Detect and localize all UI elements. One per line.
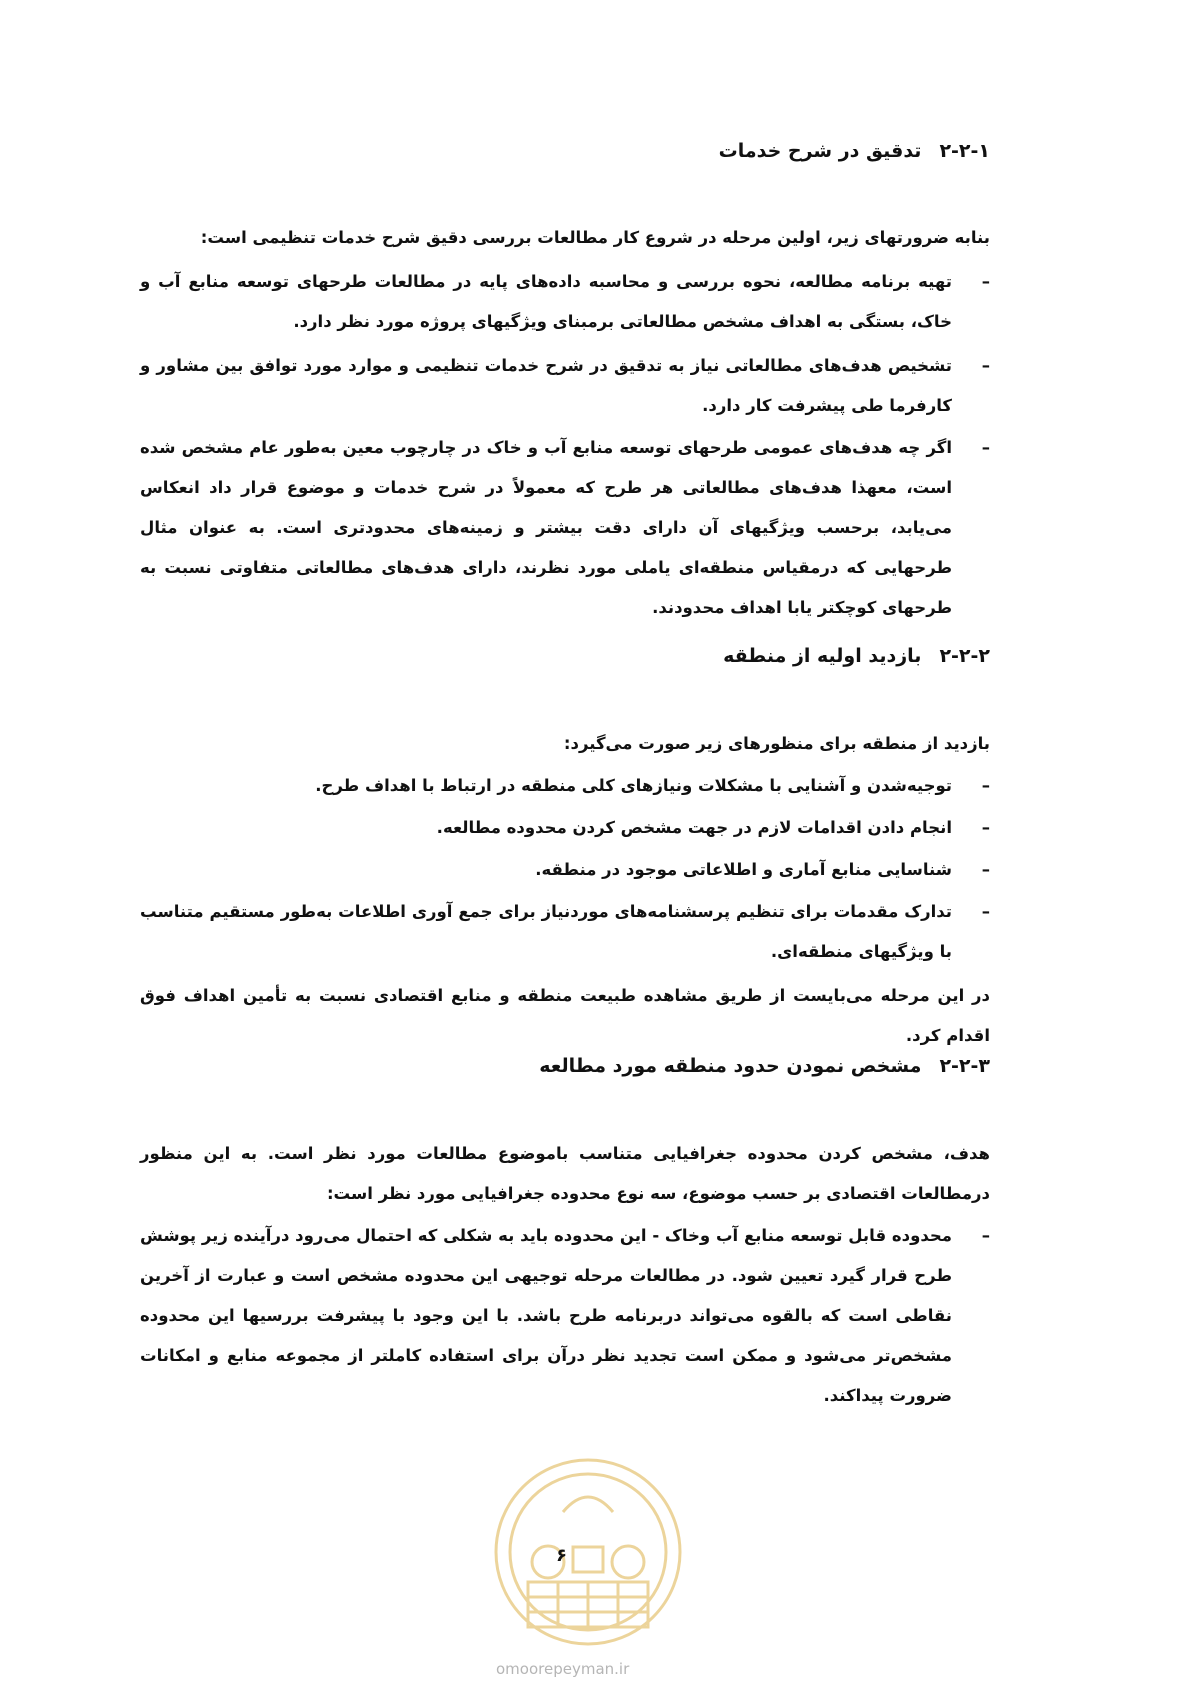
bullet-text: تشخیص هدف‌های مطالعاتی نیاز به تدقیق در شرح خدمات تنظیمی و موارد مورد توافق بین مشاور و کارفرما طی پیشرفت کار دارد. [140, 356, 952, 415]
bullet-marker: – [981, 860, 990, 879]
bullet-text: توجیه‌شدن و آشنایی با مشکلات ونیازهای کلی منطقه در ارتباط با اهداف طرح. [315, 776, 952, 795]
paragraph: بازدید از منطقه برای منظورهای زیر صورت می‌گیرد: [563, 734, 990, 753]
paragraph: در این مرحله می‌بایست از طریق مشاهده طبیعت منطقه و منابع اقتصادی نسبت به تأمین اهداف فوق اقدام کرد. [140, 986, 990, 1045]
bullet-item [140, 808, 990, 848]
page-number: ۶ [556, 1545, 567, 1566]
bullet-text: تهیه برنامه مطالعه، نحوه بررسی و محاسبه داده‌های پایه در مطالعات طرحهای توسعه منابع آب و خاک، بستگی به اهداف مشخص مطالعاتی برمبنای ویژگیهای پروژه مورد نظر دارد. [140, 272, 952, 331]
bullet-item [140, 1216, 990, 1416]
bullet-item [140, 346, 990, 426]
bullet-text: تدارک مقدمات برای تنظیم پرسشنامه‌های موردنیاز برای جمع آوری اطلاعات به‌طور مستقیم متناسب با ویژگیهای منطقه‌ای. [140, 902, 952, 961]
section-number: ۲-۲-۱ [939, 140, 990, 162]
bullet-marker: – [981, 902, 990, 921]
bullet-item [140, 892, 990, 972]
bullet-marker: – [981, 356, 990, 375]
bullet-item [140, 428, 990, 628]
section-title: مشخص نمودن حدود منطقه مورد مطالعه [539, 1055, 922, 1077]
bullet-text: اگر چه هدف‌های عمومی طرحهای توسعه منابع آب و خاک در چارچوب معین به‌طور عام مشخص شده است، معهذا هدف‌های مطالعاتی هر طرح که معمولاً در شرح خدمات و موضوع قرار داد انعکاس می‌یابد، برحسب ویژگیهای آن دارای دقت بیشتر و زمینه‌های محدودتری است. به عنوان مثال طرحهایی که درمقیاس منطقه‌ای یاملی مورد نظرند، دارای هدف‌های مطالعاتی متفاوتی نسبت به طرحهای کوچکتر یابا اهداف محدودند. [140, 438, 952, 617]
bullet-marker: – [981, 776, 990, 795]
bullet-item [140, 766, 990, 806]
section-title: بازدید اولیه از منطقه [723, 645, 922, 667]
bullet-text: انجام دادن اقدامات لازم در جهت مشخص کردن محدوده مطالعه. [436, 818, 952, 837]
section-heading [719, 140, 990, 162]
bullet-marker: – [981, 818, 990, 837]
bullet-item [140, 262, 990, 342]
section-heading [723, 645, 990, 667]
footer-website: omoorepeyman.ir [496, 1660, 630, 1678]
bullet-text: شناسایی منابع آماری و اطلاعاتی موجود در منطقه. [535, 860, 952, 879]
paragraph: هدف، مشخص کردن محدوده جغرافیایی متناسب باموضوع مطالعات مورد نظر است. به این منظور درمطالعات اقتصادی بر حسب موضوع، سه نوع محدوده جغرافیایی مورد نظر است: [140, 1144, 990, 1203]
bullet-marker: – [981, 1226, 990, 1245]
section-title: تدقیق در شرح خدمات [718, 140, 922, 162]
bullet-item [140, 850, 990, 890]
bullet-marker: – [981, 438, 990, 457]
bullet-marker: – [981, 272, 990, 291]
bullet-text: محدوده قابل توسعه منابع آب وخاک - این محدوده باید به شکلی که احتمال می‌رود درآینده زیر پوشش طرح قرار گیرد تعیین شود. در مطالعات مرحله توجیهی این محدوده مشخص است و عبارت از آخرین نقاطی است که بالقوه می‌تواند دربرنامه طرح باشد. با این وجود با پیشرفت بررسیها این محدوده مشخص‌تر می‌شود و ممکن است تجدید نظر درآن برای استفاده کاملتر از مجموعه منابع و امکانات ضرورت پیداکند. [140, 1226, 952, 1405]
section-heading [539, 1055, 990, 1077]
section-number: ۲-۲-۲ [939, 645, 990, 667]
paragraph: بنابه ضرورتهای زیر، اولین مرحله در شروع کار مطالعات بررسی دقیق شرح خدمات تنظیمی است: [200, 228, 990, 247]
section-number: ۲-۲-۳ [939, 1055, 990, 1077]
watermark-seal-icon [488, 1452, 688, 1652]
